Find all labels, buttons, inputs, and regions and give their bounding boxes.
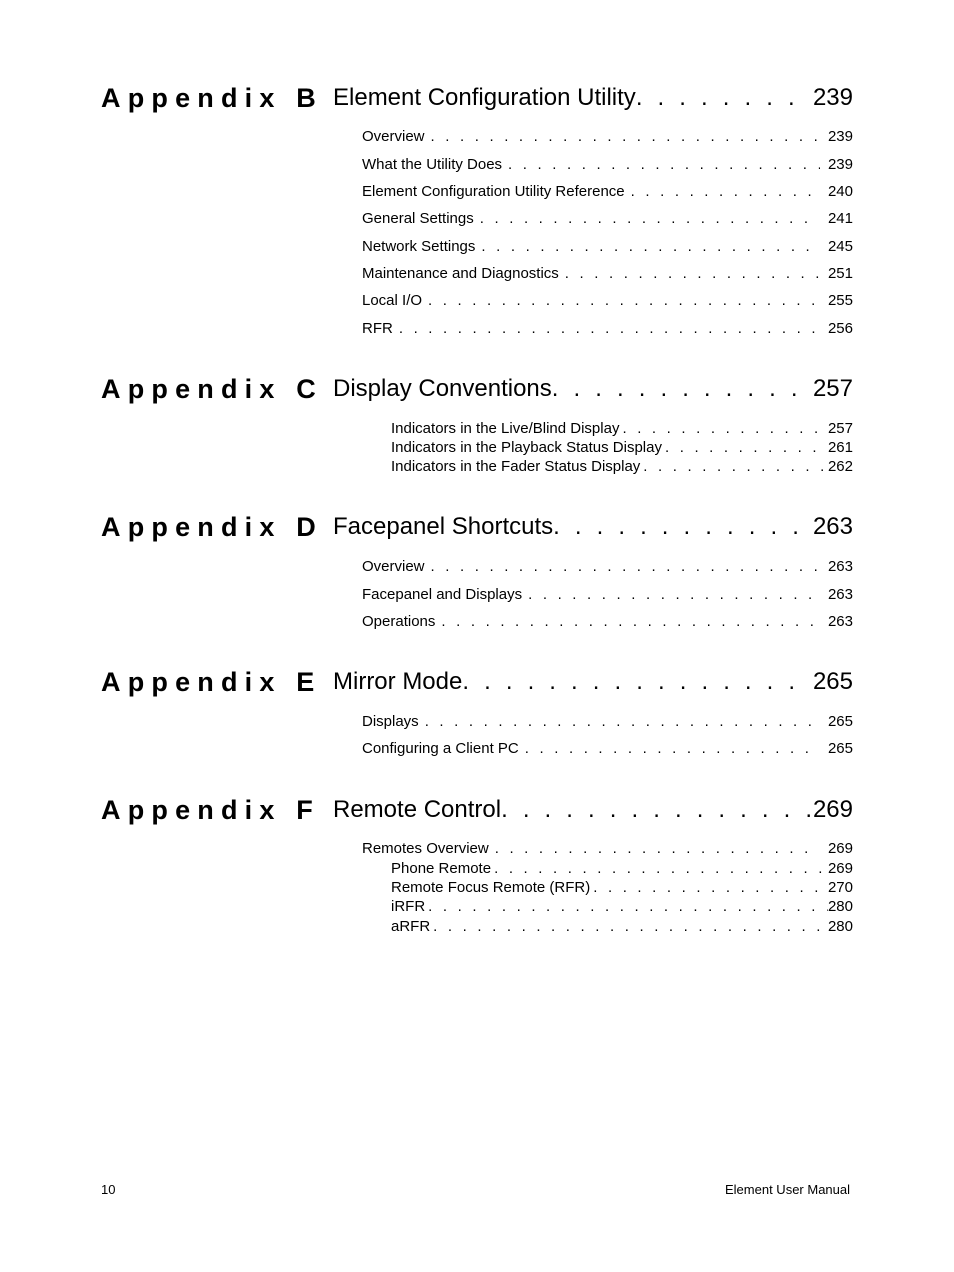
toc-subentry-live-blind-indicators[interactable]: Indicators in the Live/Blind Display . . . 257 xyxy=(391,419,853,438)
appendix-f-label: Appendix F xyxy=(101,795,320,825)
toc-entry-remotes-overview[interactable]: Remotes Overview . . . 269 xyxy=(362,839,853,859)
toc-entry-utility-reference[interactable]: Element Configuration Utility Reference . . . 240 xyxy=(362,182,853,202)
toc-entry-network-settings[interactable]: Network Settings . . . 245 xyxy=(362,237,853,257)
toc-entry-overview[interactable]: Overview . . . 263 xyxy=(362,557,853,577)
footer-page-number: 10 xyxy=(101,1182,116,1197)
toc-entry-maintenance-and-diagnostics[interactable]: Maintenance and Diagnostics . . . 251 xyxy=(362,264,853,284)
toc-chapter-display-conventions[interactable]: Display Conventions . . . 257 xyxy=(333,374,853,404)
toc-entry-general-settings[interactable]: General Settings . . . 241 xyxy=(362,209,853,229)
toc-subentry-fader-status-indicators[interactable]: Indicators in the Fader Status Display . . . 262 xyxy=(391,457,853,476)
toc-subentry-irfr[interactable]: iRFR . . . 280 xyxy=(391,897,853,916)
toc-chapter-mirror-mode[interactable]: Mirror Mode . . . 265 xyxy=(333,667,853,697)
toc-subentry-arfr[interactable]: aRFR . . . 280 xyxy=(391,917,853,936)
toc-entry-operations[interactable]: Operations . . . 263 xyxy=(362,612,853,632)
toc-subentry-remote-focus-remote[interactable]: Remote Focus Remote (RFR) . . . 270 xyxy=(391,878,853,897)
footer-manual-title: Element User Manual xyxy=(725,1182,850,1197)
toc-entry-rfr[interactable]: RFR . . . 256 xyxy=(362,319,853,339)
toc-subentry-phone-remote[interactable]: Phone Remote . . . 269 xyxy=(391,859,853,878)
toc-entry-configuring-a-client-pc[interactable]: Configuring a Client PC . . . 265 xyxy=(362,739,853,759)
toc-entry-displays[interactable]: Displays . . . 265 xyxy=(362,712,853,732)
toc-subentry-playback-status-indicators[interactable]: Indicators in the Playback Status Display . . . 261 xyxy=(391,438,853,457)
toc-entry-local-io[interactable]: Local I/O . . . 255 xyxy=(362,291,853,311)
toc-chapter-facepanel-shortcuts[interactable]: Facepanel Shortcuts . . . 263 xyxy=(333,512,853,542)
appendix-b-label: Appendix B xyxy=(101,83,324,113)
appendix-e-label: Appendix E xyxy=(101,667,322,697)
appendix-c-label: Appendix C xyxy=(101,374,324,404)
toc-entry-overview[interactable]: Overview . . . 239 xyxy=(362,127,853,147)
toc-chapter-remote-control[interactable]: Remote Control . . . 269 xyxy=(333,795,853,825)
toc-entry-facepanel-and-displays[interactable]: Facepanel and Displays . . . 263 xyxy=(362,585,853,605)
toc-chapter-element-configuration-utility[interactable]: Element Configuration Utility . . . 239 xyxy=(333,83,853,113)
appendix-d-label: Appendix D xyxy=(101,512,324,542)
toc-entry-what-the-utility-does[interactable]: What the Utility Does . . . 239 xyxy=(362,155,853,175)
